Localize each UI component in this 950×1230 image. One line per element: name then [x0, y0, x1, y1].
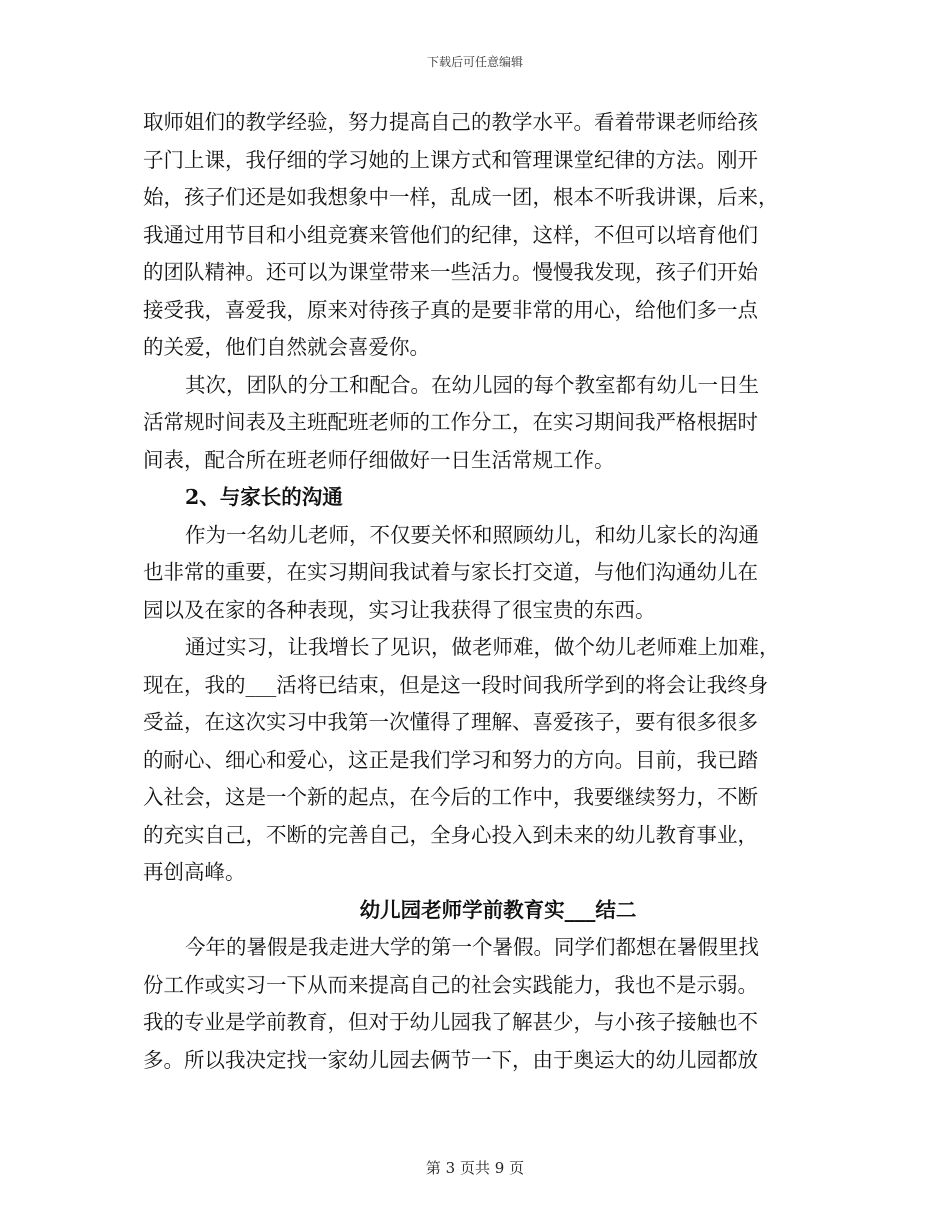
body-text-line: 受益，在这次实习中我第一次懂得了理解、喜爱孩子，要有很多很多	[143, 710, 758, 734]
body-text-line: 间表，配合所在班老师仔细做好一日生活常规工作。	[143, 447, 615, 472]
body-text-line: 活常规时间表及主班配班老师的工作分工，在实习期间我严格根据时	[143, 410, 758, 434]
body-text-line: 的关爱，他们自然就会喜爱你。	[143, 335, 430, 359]
body-text-line: 的耐心、细心和爱心，这正是我们学习和努力的方向。目前，我已踏	[143, 747, 758, 772]
paragraph-first-line: 今年的暑假是我走进大学的第一个暑假。同学们都想在暑假里找	[185, 935, 759, 959]
paragraph-first-line: 作为一名幼儿老师，不仅要关怀和照顾幼儿，和幼儿家长的沟通	[185, 522, 759, 547]
body-text-line: 入社会，这是一个新的起点，在今后的工作中，我要继续努力，不断	[143, 785, 758, 809]
document-title: 幼儿园老师学前教育实___结二	[359, 897, 637, 922]
body-text-line: 子门上课，我仔细的学习她的上课方式和管理课堂纪律的方法。刚开	[143, 147, 758, 172]
body-text-line: 接受我，喜爱我，原来对待孩子真的是要非常的用心，给他们多一点	[143, 297, 758, 322]
body-text-line: 我通过用节目和小组竞赛来管他们的纪律，这样，不但可以培育他们	[143, 222, 758, 247]
document-body	[143, 104, 813, 1079]
section-heading: 2、与家长的沟通	[185, 485, 343, 509]
body-text-line: 园以及在家的各种表现，实习让我获得了很宝贵的东西。	[143, 597, 656, 622]
body-text-line: 多。所以我决定找一家幼儿园去俩节一下，由于奥运大的幼儿园都放	[143, 1047, 758, 1072]
body-text-line: 份工作或实习一下从而来提高自己的社会实践能力，我也不是示弱。	[143, 972, 758, 997]
body-text-line: 取师姐们的教学经验，努力提高自己的教学水平。看着带课老师给孩	[143, 110, 758, 134]
body-text-line: 始，孩子们还是如我想象中一样，乱成一团，根本不听我讲课，后来，	[143, 185, 779, 209]
body-text-line: 我的专业是学前教育，但对于幼儿园我了解甚少，与小孩子接触也不	[143, 1010, 758, 1034]
body-text-line: 现在，我的___活将已结束，但是这一段时间我所学到的将会让我终身	[143, 672, 769, 697]
page-footer: 第 3 页共 9 页	[425, 1159, 525, 1177]
page-header: 下载后可任意编辑	[426, 55, 523, 69]
body-text-line: 的团队精神。还可以为课堂带来一些活力。慢慢我发现，孩子们开始	[143, 260, 758, 284]
body-text-line: 的充实自己，不断的完善自己，全身心投入到未来的幼儿教育事业，	[143, 822, 758, 847]
body-text-line: 再创高峰。	[143, 860, 246, 884]
paragraph-first-line: 其次，团队的分工和配合。在幼儿园的每个教室都有幼儿一日生	[185, 372, 759, 397]
paragraph-first-line: 通过实习，让我增长了见识，做老师难，做个幼儿老师难上加难，	[185, 635, 780, 659]
body-text-line: 也非常的重要，在实习期间我试着与家长打交道，与他们沟通幼儿在	[143, 560, 758, 584]
